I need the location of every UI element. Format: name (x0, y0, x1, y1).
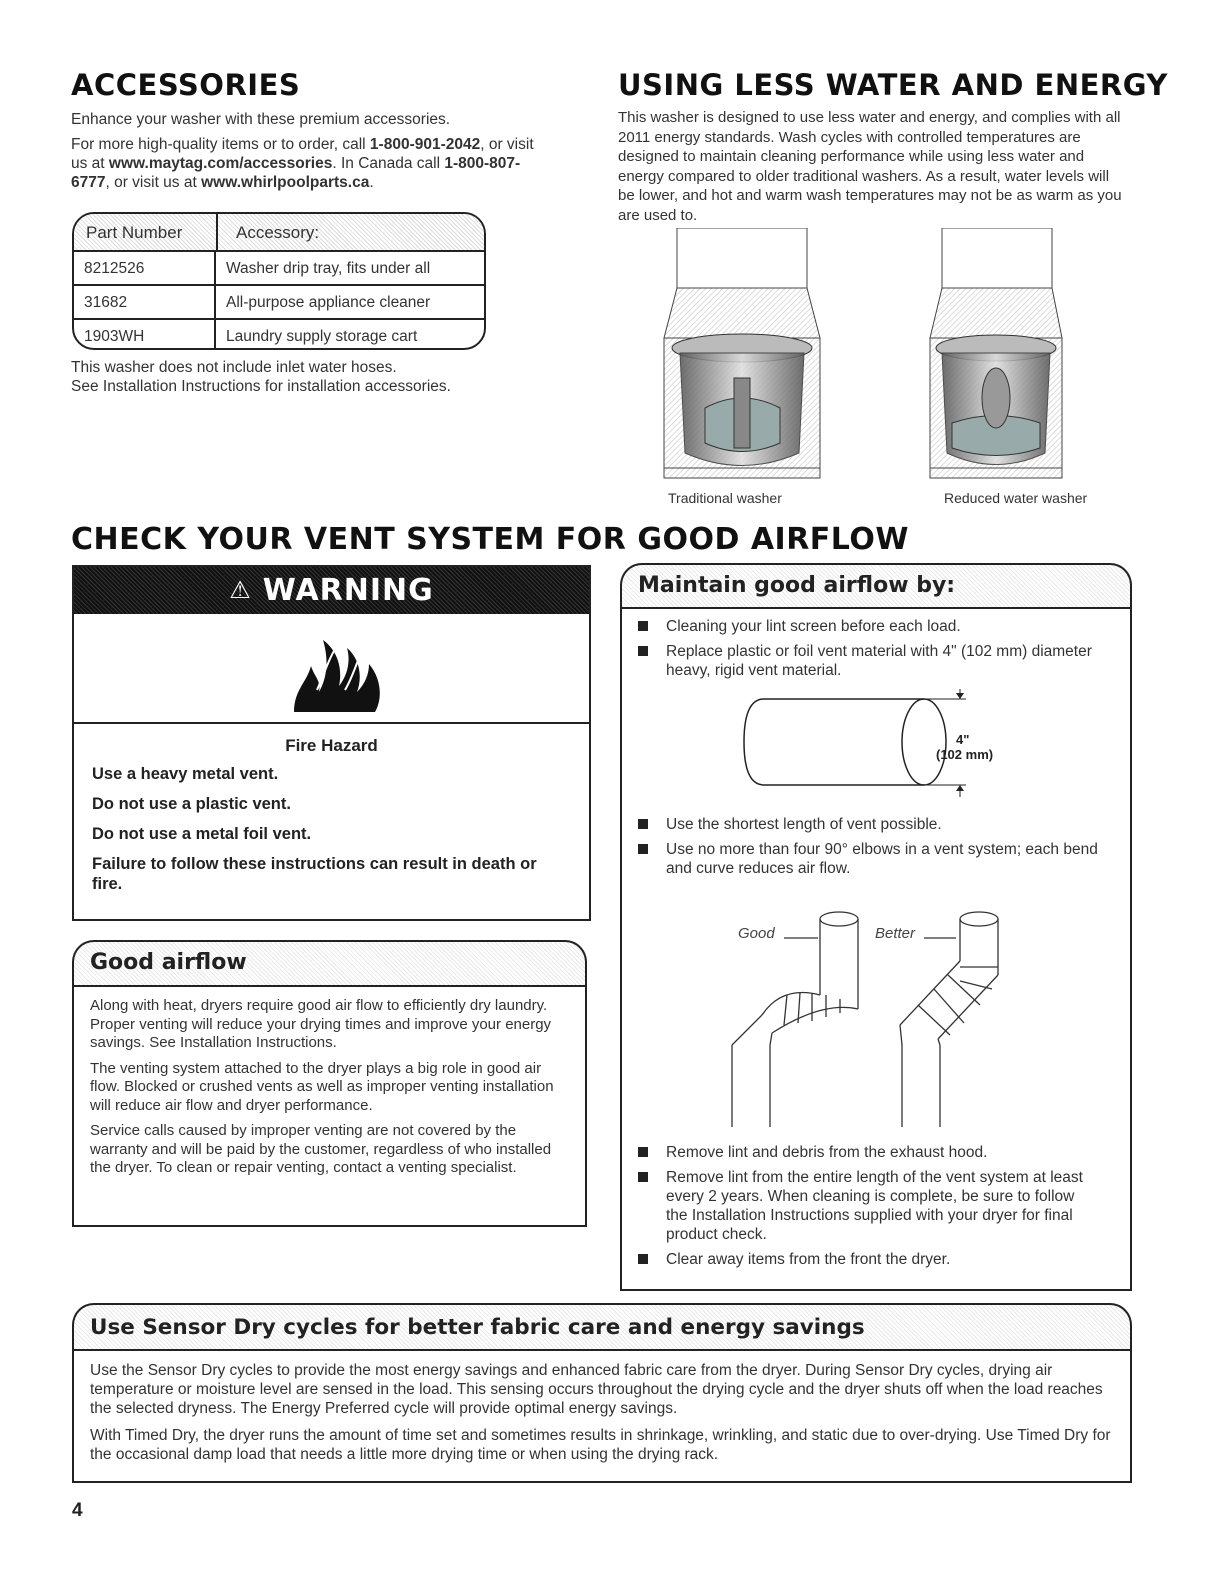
warning-triangle-icon: ⚠ (229, 576, 251, 604)
bullet-square-icon (638, 621, 648, 631)
warning-line: Do not use a plastic vent. (92, 795, 291, 813)
bullet-square-icon (638, 844, 648, 854)
bullets-group-c (622, 1143, 1130, 1275)
bullet-square-icon (638, 646, 648, 656)
good-airflow-box (72, 985, 587, 1227)
accessories-intro (71, 110, 551, 192)
bullet-square-icon (638, 1147, 648, 1157)
label-better: Better (875, 925, 916, 942)
bullet-text: Replace plastic or foil vent material with 4" (102 mm) diameter heavy, rigid vent material. (666, 643, 1092, 679)
dimension-mm: (102 mm) (936, 747, 994, 762)
warning-text (74, 724, 589, 894)
phone-ca: 1-800-807-6777 (71, 155, 521, 191)
vent-title: CHECK YOUR VENT SYSTEM FOR GOOD AIRFLOW (71, 522, 909, 557)
good-airflow-body (74, 987, 585, 1178)
table-header-row (74, 214, 484, 252)
traditional-washer-drawing (664, 228, 820, 478)
table-row (74, 320, 484, 350)
good-airflow-paragraph: Service calls caused by improper venting are not covered by the warranty and will be paid by the customer, regardless of who installed the dryer. To clean or repair venting, contact a venting specialist. (90, 1122, 552, 1176)
bullet-text: Cleaning your lint screen before each load. (666, 618, 961, 635)
maintain-airflow-box (620, 607, 1132, 1291)
sensor-title: Use Sensor Dry cycles for better fabric care and energy savings (90, 1315, 865, 1340)
water-title: USING LESS WATER AND ENERGY (618, 68, 1168, 102)
warning-lines (92, 764, 571, 894)
intro-text: Enhance your washer with these premium accessories. (71, 111, 451, 128)
header-accessory: Accessory: (236, 223, 320, 242)
bullet-item (622, 617, 1130, 636)
bullet-text: Use no more than four 90° elbows in a vent system; each bend and curve reduces air flow. (666, 841, 1098, 877)
caption-traditional-washer: Traditional washer (668, 490, 782, 506)
url-ca-link[interactable]: www.whirlpoolparts.ca (201, 174, 370, 191)
url-us-link[interactable]: www.maytag.com/accessories (108, 155, 333, 172)
bullet-square-icon (638, 1172, 648, 1182)
label-good: Good (738, 925, 775, 942)
warning-line: Do not use a metal foil vent. (92, 825, 312, 843)
bullets-group-a (622, 609, 1130, 680)
cell-accessory: Washer drip tray, fits under all (226, 260, 431, 277)
accessories-table (72, 212, 486, 350)
fire-hazard-label: Fire Hazard (285, 736, 378, 755)
note-installation: See Installation Instructions for installation accessories. (71, 378, 451, 395)
sensor-para-2: With Timed Dry, the dryer runs the amount of time set and sometimes results in shrinkage, wrinkling, and static due to over-drying. Use Timed Dry for the occasional damp load that needs a little more drying time or when using the drying rack. (90, 1427, 1111, 1463)
fire-icon-area (74, 614, 589, 724)
order-canada: . In Canada call (332, 155, 445, 172)
sensor-box (72, 1349, 1132, 1483)
bullet-square-icon (638, 1254, 648, 1264)
order-text (71, 135, 551, 192)
vent-pipe-diagram (734, 689, 1014, 799)
good-airflow-paragraph: The venting system attached to the dryer plays a big role in good air flow. Blocked or crushed vents as well as improper venting installation will reduce air flow and dryer performance. (90, 1059, 554, 1114)
order-prefix: For more high-quality items or to order, call (71, 136, 370, 153)
washer-illustrations (630, 228, 1110, 488)
good-airflow-header (72, 940, 587, 987)
bullet-text: Clear away items from the front the dryer. (666, 1251, 951, 1268)
maintain-airflow-header (620, 563, 1132, 609)
good-airflow-paragraph: Along with heat, dryers require good air flow to efficiently dry laundry. Proper venting will reduce your drying times and improve your energy savings. See Installation Instructions. (90, 997, 552, 1051)
reduced-water-washer-drawing (930, 228, 1062, 478)
sensor-para-1: Use the Sensor Dry cycles to provide the most energy savings and enhanced fabric care from the dryer. During Sensor Dry cycles, drying air temperature or moisture level are sensed in the load. This sensing occurs throughout the drying cycle and the dryer shuts off when the load reaches the selected dryness. The Energy Preferred cycle will provide optimal energy savings. (90, 1362, 1103, 1417)
warning-line: Failure to follow these instructions can result in death or fire. (92, 855, 537, 893)
dimension-inch: 4" (956, 732, 970, 747)
bullet-item (622, 1143, 1130, 1162)
page-number: 4 (72, 1500, 83, 1521)
cell-part-number: 8212526 (74, 252, 216, 284)
maintain-airflow-title: Maintain good airflow by: (638, 573, 956, 598)
cell-accessory: All-purpose appliance cleaner (226, 294, 431, 311)
water-body: This washer is designed to use less water and energy, and complies with all 2011 energy standards. Wash cycles with controlled temperatures are designed to maintain cleaning performance while using less water and energy compared to older traditional washers. As a result, water levels will be lower, and hot and warm wash temperatures may not be as warm as you are used to. (618, 109, 1122, 224)
caption-reduced-water-washer: Reduced water washer (944, 490, 1088, 506)
bullet-text: Use the shortest length of vent possible. (666, 816, 942, 833)
table-row (74, 252, 484, 286)
bullet-item (622, 1168, 1130, 1244)
bullet-item (622, 1250, 1130, 1269)
order-mid2: , or visit us at (105, 174, 202, 191)
sensor-header (72, 1303, 1132, 1351)
warning-box (72, 565, 591, 921)
warning-banner (74, 567, 589, 614)
cell-part-number: 1903WH (74, 320, 216, 350)
bullets-group-b (622, 815, 1130, 884)
order-mid: , or visit us at (71, 136, 534, 172)
warning-label: WARNING (262, 573, 434, 608)
header-part-number: Part Number (74, 214, 218, 250)
bullet-item (622, 815, 1130, 834)
table-row (74, 286, 484, 320)
accessories-title: ACCESSORIES (71, 68, 301, 102)
cell-part-number: 31682 (74, 286, 216, 318)
sensor-body (74, 1351, 1130, 1464)
accessories-notes (71, 358, 551, 396)
good-airflow-title: Good airflow (90, 950, 247, 975)
warning-line: Use a heavy metal vent. (92, 765, 279, 783)
phone-us: 1-800-901-2042 (369, 136, 481, 153)
fire-icon (289, 620, 389, 716)
elbow-diagram (722, 905, 1022, 1127)
bullet-text: Remove lint and debris from the exhaust hood. (666, 1144, 988, 1161)
order-end: . (369, 174, 374, 191)
cell-accessory: Laundry supply storage cart (226, 328, 418, 345)
bullet-text: Remove lint from the entire length of the vent system at least every 2 years. When cleaning is complete, be sure to follow the Installation Instructions supplied with your dryer for final product check. (666, 1169, 1083, 1243)
bullet-item (622, 840, 1130, 878)
note-hoses: This washer does not include inlet water hoses. (71, 359, 397, 376)
bullet-square-icon (638, 819, 648, 829)
bullet-item (622, 642, 1130, 680)
table-body (74, 252, 484, 350)
